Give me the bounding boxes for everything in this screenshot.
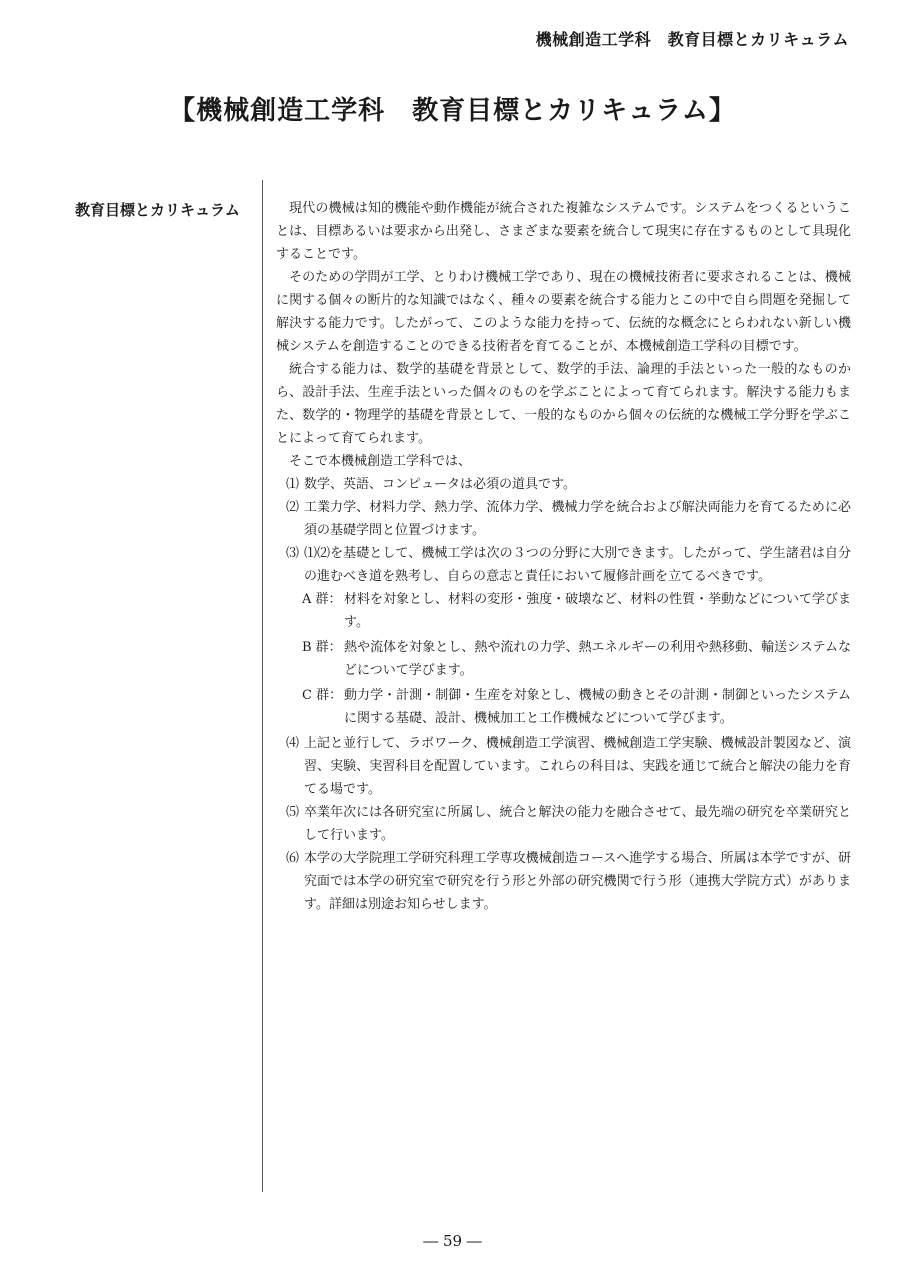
page-title: 【機械創造工学科 教育目標とカリキュラム】: [169, 96, 736, 126]
paragraph: 統合する能力は、数学的基礎を背景として、数学的手法、論理的手法といった一般的なものから、設計手法、生産手法といった個々のものを学ぶことによって育てられます。解決する能力もまた、数学的・物理学的基礎を背景として、一般的なものから個々の伝統的な機械工学分野を学ぶことによって育てられます。: [276, 362, 851, 446]
paragraph: そのための学問が工学、とりわけ機械工学であり、現在の機械技術者に要求されることは、機械に関する個々の断片的な知識ではなく、種々の要素を統合する能力とこの中で自ら問題を発掘して解決する能力です。したがって、このような能力を持って、伝統的な概念にとらわれない新しい機械システムを創造することのできる技術者を育てることが、本機械創造工学科の目標です。: [276, 270, 851, 354]
group-text: 熱や流体を対象とし、熱や流れの力学、熱エネルギーの利用や熱移動、輸送システムなどについて学びます。: [344, 640, 851, 678]
list-item-text: 数学、英語、コンピュータは必須の道具です。: [304, 477, 576, 492]
vertical-divider: [262, 180, 263, 1192]
list-item: [276, 542, 851, 588]
list-item-text: 工業力学、材料力学、熱力学、流体力学、機械力学を統合および解決両能力を育てるために必須の基礎学問と位置づけます。: [304, 500, 851, 538]
list-item-text: 本学の大学院理工学研究科理工学専攻機械創造コースへ進学する場合、所属は本学ですが、研究面では本学の研究室で研究を行う形と外部の研究機関で行う形（連携大学院方式）があります。詳細は別途お知らせします。: [304, 851, 851, 912]
group-text: 材料を対象とし、材料の変形・強度・破壊など、材料の性質・挙動などについて学びます。: [344, 592, 851, 630]
list-item-number: ⑶: [286, 546, 300, 561]
running-header: 機械創造工学科 教育目標とカリキュラム: [535, 30, 849, 49]
group-item-a: [276, 588, 851, 634]
list-item: [276, 801, 851, 847]
list-item-number: ⑸: [286, 805, 300, 820]
list-item-number: ⑷: [286, 736, 300, 751]
group-name: A 群：: [302, 592, 342, 607]
group-name: B 群：: [302, 640, 342, 655]
list-item-number: ⑴: [286, 477, 300, 492]
list-item: [276, 473, 851, 496]
group-item-c: [276, 684, 851, 730]
group-item-b: [276, 636, 851, 682]
list-item-text: 上記と並行して、ラボワーク、機械創造工学演習、機械創造工学実験、機械設計製図など、演習、実験、実習科目を配置しています。これらの科目は、実践を通じて統合と解決の能力を育てる場です。: [304, 736, 851, 797]
page-number: ― 59 ―: [423, 1232, 482, 1250]
section-label: 教育目標とカリキュラム: [75, 201, 240, 219]
list-item: [276, 732, 851, 801]
paragraph: 現代の機械は知的機能や動作機能が統合された複雑なシステムです。システムをつくるということは、目標あるいは要求から出発し、さまざまな要素を統合して現実に存在するものとして具現化することです。: [276, 201, 851, 262]
list-item: [276, 847, 851, 916]
list-item: [276, 496, 851, 542]
paragraph: そこで本機械創造工学科では、: [289, 454, 472, 469]
list-item-number: ⑹: [286, 851, 300, 866]
list-item-text: ⑴⑵を基礎として、機械工学は次の３つの分野に大別できます。したがって、学生諸君は自分の進むべき道を熟考し、自らの意志と責任において履修計画を立てるべきです。: [304, 546, 851, 584]
group-text: 動力学・計測・制御・生産を対象とし、機械の動きとその計測・制御といったシステムに関する基礎、設計、機械加工と工作機械などについて学びます。: [344, 688, 851, 726]
group-name: C 群：: [302, 688, 343, 703]
body-text: [276, 197, 851, 916]
list-item-text: 卒業年次には各研究室に所属し、統合と解決の能力を融合させて、最先端の研究を卒業研究として行います。: [304, 805, 851, 843]
list-item-number: ⑵: [286, 500, 300, 515]
